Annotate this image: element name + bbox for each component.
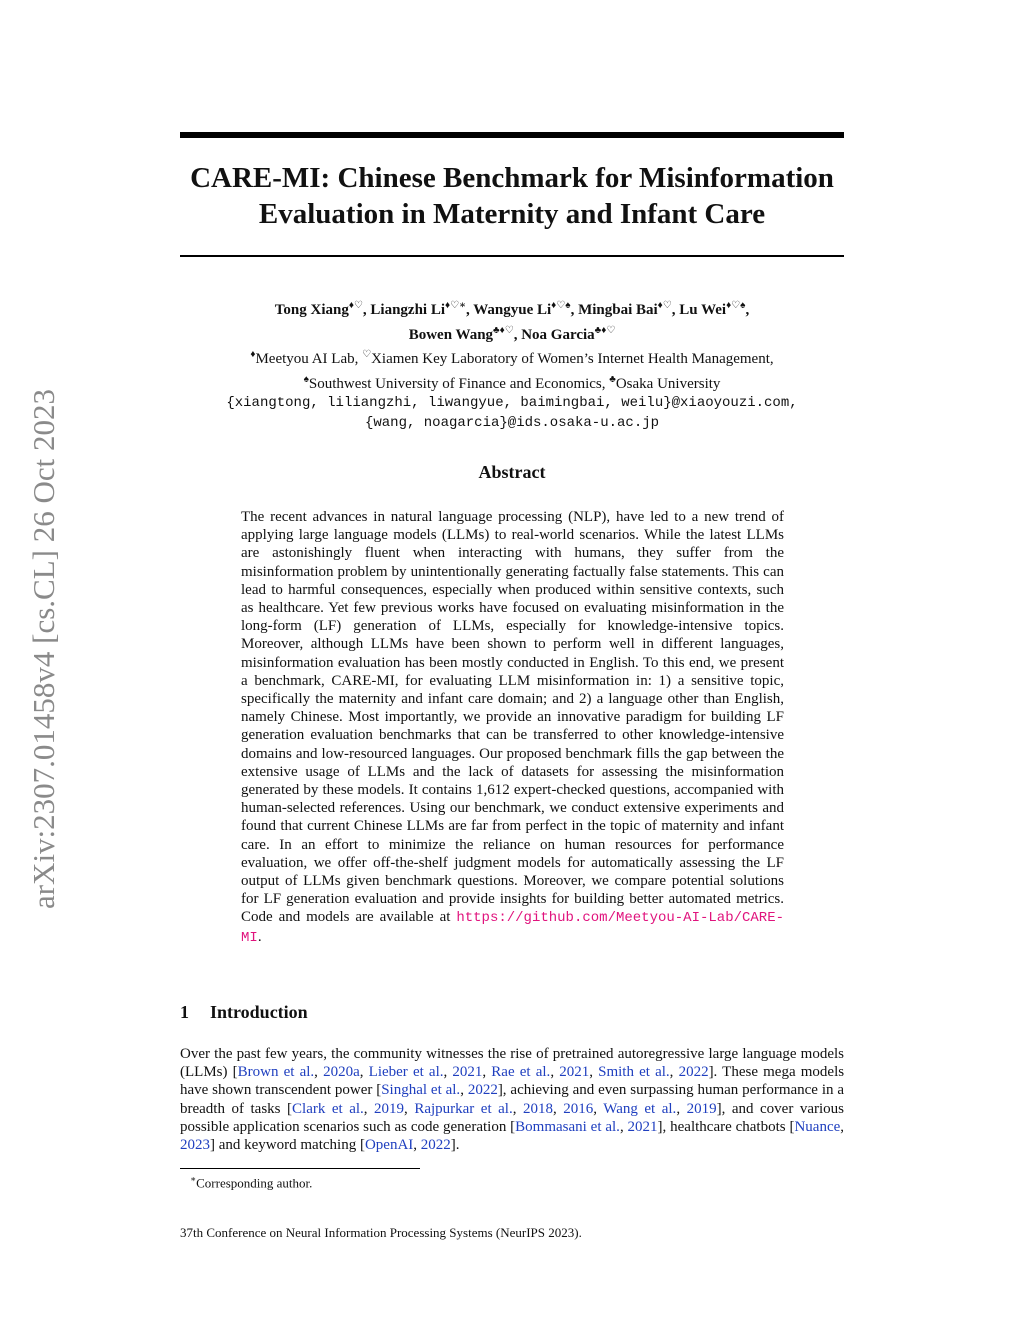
citation-link[interactable]: Wang et al. — [603, 1100, 677, 1117]
citation-link[interactable]: 2021 — [559, 1064, 590, 1081]
author-marks: ♣♦♡ — [493, 324, 514, 336]
author-marks: ♣♦♡ — [594, 324, 616, 336]
author-marks: ♦♡♠ — [726, 300, 746, 311]
citation-link[interactable]: 2023 — [180, 1137, 210, 1154]
citation-link[interactable]: Brown et al. — [237, 1064, 315, 1081]
citation-link[interactable]: 2019 — [686, 1100, 717, 1117]
citation-link[interactable]: OpenAI — [364, 1137, 414, 1154]
github-link[interactable]: https://github.com/Meetyou-AI-Lab/CARE-MI — [241, 910, 784, 946]
abstract-heading: Abstract — [478, 462, 546, 482]
author-marks: ♦♡♠ — [551, 300, 571, 311]
citation-link[interactable]: 2018 — [523, 1100, 553, 1117]
citation-link[interactable]: 2020a — [323, 1064, 360, 1081]
affiliation-line-2: ♠Southwest University of Finance and Economics, ♣Osaka University — [303, 373, 721, 392]
title-top-rule — [180, 132, 844, 138]
footnote-rule — [180, 1168, 420, 1169]
author-marks: ♦♡∗ — [445, 300, 466, 311]
author-line-1: Tong Xiang♦♡, Liangzhi Li♦♡∗, Wangyue Li♦♡♠, Mingbai Bai♦♡, Lu Wei♦♡♠, — [274, 300, 750, 318]
author-name: Lu Wei — [679, 302, 727, 318]
email-line-1[interactable]: {xiangtong, liliangzhi, liwangyue, baimingbai, weilu}@xiaoyouzi.com, — [226, 395, 798, 411]
citation-link[interactable]: Rajpurkar et al. — [414, 1100, 513, 1117]
paper-title — [180, 160, 844, 232]
email-line-2[interactable]: {wang, noagarcia}@ids.osaka-u.ac.jp — [364, 414, 660, 431]
title-line-1: CARE-MI: Chinese Benchmark for Misinformation — [190, 162, 834, 194]
conference-notice: 37th Conference on Neural Information Processing Systems (NeurIPS 2023). — [180, 1225, 582, 1240]
citation-link[interactable]: 2021 — [452, 1064, 483, 1081]
section-number: 1 — [180, 1002, 189, 1022]
citation-link[interactable]: Singhal et al. — [381, 1082, 461, 1099]
author-marks: ♦♡ — [657, 300, 672, 311]
author-name: Noa Garcia — [521, 326, 595, 343]
citation-link[interactable]: 2022 — [678, 1064, 709, 1081]
arxiv-identifier: arXiv:2307.01458v4 [cs.CL] 26 Oct 2023 — [26, 388, 61, 910]
footnote-text: Corresponding author. — [196, 1175, 313, 1191]
citation-link[interactable]: Lieber et al. — [368, 1064, 444, 1081]
abstract-body: The recent advances in natural language processing (NLP), have led to a new trend of applying large language models (LLMs) to real-world scenarios. While the latest LLMs are astonishingly fluent when interacting with humans, they suffer from the misinformation problem by unintentionally generating factually false statements. This can lead to harmful consequences, especially when produced within sensitive contexts, such as healthcare. Yet few previous works have focused on evaluating misinformation in the long-form (LF) generation of LLMs, especially for knowledge-intensive topics. Moreover, although LLMs have been shown to perform well in different languages, misinformation evaluation has been mostly conducted in English. To this end, we present a benchmark, CARE-MI, for evaluating LLM misinformation in: 1) a sensitive topic, specifically the maternity and infant care domain; and 2) a language other than English, namely Chinese. Most importantly, we provide an innovative paradigm for building LF generation evaluation benchmarks that can be transferred to other knowledge-intensive domains and low-resourced languages. Our proposed benchmark fills the gap between the extensive usage of LLMs and the lack of datasets for assessing the misinformation generated by these models. It contains 1,612 expert-checked questions, accompanied with human-selected references. Using our benchmark, we conduct extensive experiments and found that current Chinese LLMs are far from perfect in the topic of maternity and infant care. In an effort to minimize the reliance on human resources for performance evaluation, we offer off-the-shelf judgment models for automatically assessing the LF output of LLMs given benchmark questions. Moreover, we compare potential solutions for LF generation evaluation and provide insights for building better automated metrics. Code and models are available at https://github.com/Meetyou-AI-Lab/CARE-MI. — [241, 509, 784, 946]
abstract-text: The recent advances in natural language processing (NLP), have led to a new trend of applying large language models (LLMs) to real-world scenarios. While the latest LLMs are astonishingly fluent when interacting with humans, they suffer from the misinformation problem by unintentionally generating factually false statements. This can lead to harmful consequences, especially when produced within sensitive contexts, such as healthcare. Yet few previous works have focused on evaluating misinformation in the long-form (LF) generation of LLMs, especially for knowledge-intensive topics. Moreover, although LLMs have been shown to perform well in different languages, misinformation evaluation has been mostly conducted in English. To this end, we present a benchmark, CARE-MI, for evaluating LLM misinformation in: 1) a sensitive topic, specifically the maternity and infant care domain; and 2) a language other than English, namely Chinese. Most importantly, we provide an innovative paradigm for building LF generation evaluation benchmarks that can be transferred to other knowledge-intensive domains and low-resourced languages. Our proposed benchmark fills the gap between the extensive usage of LLMs and the lack of datasets for assessing the misinformation generated by these models. It contains 1,612 expert-checked questions, accompanied with human-selected references. Using our benchmark, we conduct extensive experiments and found that current Chinese LLMs are far from perfect in the topic of maternity and infant care. In an effort to minimize the reliance on human resources for performance evaluation, we offer off-the-shelf judgment models for automatically assessing the LF output of LLMs given benchmark questions. Moreover, we compare potential solutions for LF generation evaluation and provide insights for building better automated metrics. Code and models are available at — [241, 509, 784, 926]
citation-link[interactable]: 2016 — [563, 1100, 594, 1117]
citation-link[interactable]: Rae et al. — [491, 1064, 551, 1081]
citation-link[interactable]: Smith et al. — [598, 1064, 670, 1081]
title-line-2: Evaluation in Maternity and Infant Care — [258, 198, 766, 230]
citation-link[interactable]: 2022 — [467, 1082, 498, 1099]
section-title: Introduction — [210, 1002, 308, 1022]
author-line-2: Bowen Wang♣♦♡, Noa Garcia♣♦♡ — [408, 324, 616, 343]
author-marks: ♦♡ — [348, 300, 363, 311]
author-name: Tong Xiang — [274, 302, 349, 318]
author-name: Mingbai Bai — [578, 302, 658, 318]
citation-link[interactable]: 2019 — [374, 1100, 405, 1117]
introduction-paragraph: Over the past few years, the community witnesses the rise of pretrained autoregressive large language models (LLMs) [Brown et al., 2020a, Lieber et al., 2021, Rae et al., 2021, Smith et al., 2022]. These mega models have shown transcendent power [Singhal et al., 2022], achieving and even surpassing human performance in a breadth of tasks [Clark et al., 2019, Rajpurkar et al., 2018, 2016, Wang et al., 2019], and cover various possible application scenarios such as code generation [Bommasani et al., 2021], healthcare chatbots [Nuance, 2023] and keyword matching [OpenAI, 2022]. — [180, 1046, 845, 1154]
author-name: Wangyue Li — [473, 302, 552, 318]
citation-link[interactable]: Nuance — [794, 1118, 841, 1135]
citation-link[interactable]: 2021 — [627, 1118, 658, 1135]
affiliation-line-1: ♦Meetyou AI Lab, ♡Xiamen Key Laboratory of Women’s Internet Health Management, — [250, 349, 774, 367]
section-heading-introduction — [180, 1002, 308, 1023]
citation-link[interactable]: 2022 — [420, 1137, 451, 1154]
citation-link[interactable]: Bommasani et al. — [515, 1118, 620, 1135]
footnote — [190, 1174, 312, 1191]
title-bottom-rule — [180, 255, 844, 257]
author-block — [180, 296, 844, 433]
author-name: Bowen Wang — [408, 326, 494, 343]
footnote-mark: ∗ — [190, 1174, 197, 1184]
citation-link[interactable]: Clark et al. — [292, 1100, 364, 1117]
author-name: Liangzhi Li — [370, 302, 446, 318]
